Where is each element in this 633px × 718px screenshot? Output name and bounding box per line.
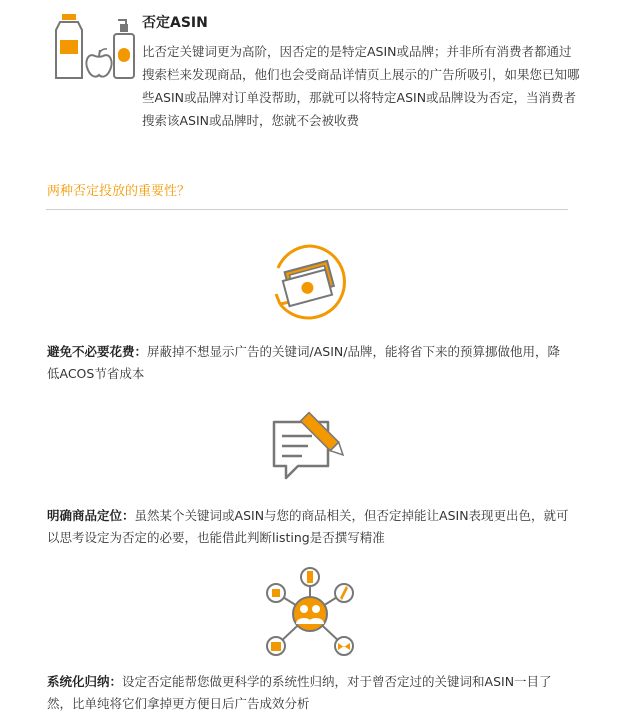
- point-product-positioning: [47, 505, 572, 549]
- document-pencil-icon: [268, 408, 352, 484]
- asin-title: 否定ASIN: [142, 15, 208, 31]
- point-label: 系统化归纳：: [47, 674, 123, 689]
- point-systematic: [47, 671, 572, 715]
- money-cycle-icon: [268, 242, 352, 322]
- point-text: 虽然某个关键词或ASIN与您的商品相关，但否定掉能让ASIN表现更出色，就可以思考设定为否定的必要，也能借此判断listing是否撰写精准: [47, 508, 569, 545]
- divider: [46, 209, 568, 210]
- point-label: 明确商品定位：: [47, 508, 135, 523]
- point-text: 设定否定能帮您做更科学的系统性归纳，对于曾否定过的关键词和ASIN一目了然，比单纯将它们拿掉更方便日后广告成效分析: [47, 674, 552, 711]
- network-users-icon: [262, 566, 358, 662]
- point-label: 避免不必要花费：: [47, 344, 148, 359]
- section-heading: 两种否定投放的重要性？: [47, 184, 191, 199]
- point-reduce-spend: [47, 341, 572, 385]
- point-text: 屏蔽掉不想显示广告的关键词/ASIN/品牌，能将省下来的预算挪做他用，降低ACOS节省成本: [47, 344, 560, 381]
- asin-description: 比否定关键词更为高阶，因否定的是特定ASIN或品牌；并非所有消费者都通过搜索栏来发现商品，他们也会受商品详情页上展示的广告所吸引，如果您已知哪些ASIN或品牌对订单没帮助，那就可以将特定ASIN或品牌设为否定，当消费者搜索该ASIN或品牌时，您就不会被收费: [142, 44, 580, 128]
- products-icon: [52, 12, 138, 82]
